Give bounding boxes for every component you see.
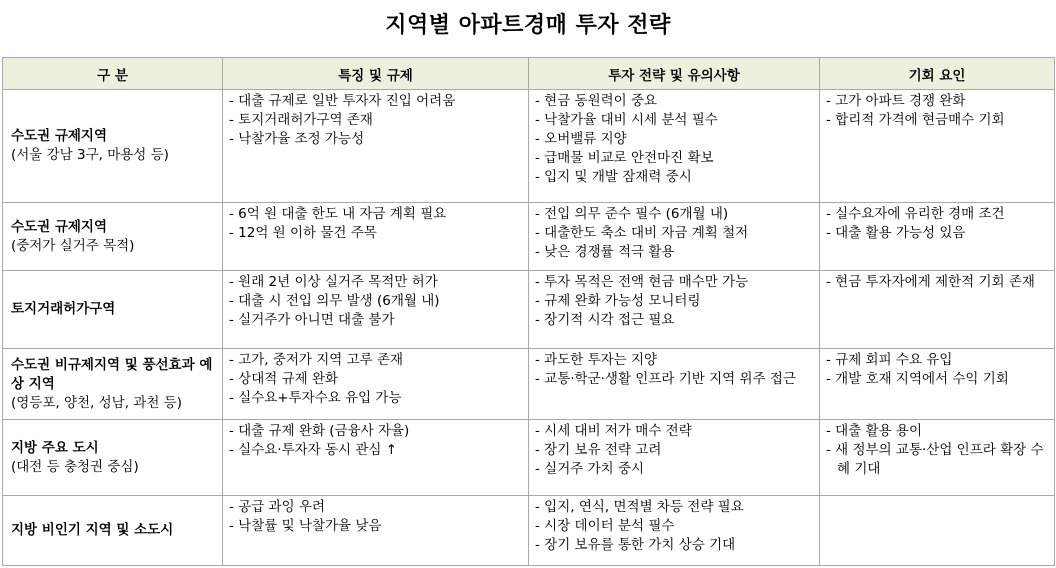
list-item: - 시세 대비 저가 매수 전략: [535, 422, 815, 441]
table-row: [3, 349, 1055, 420]
list-item: - 고가 아파트 경쟁 완화: [826, 92, 1050, 111]
list-item: - 대출 활용 가능성 있음: [826, 224, 1050, 243]
list-item: - 급매물 비교로 안전마진 확보: [535, 149, 815, 168]
list-item: - 장기 보유 전략 고려: [535, 441, 815, 460]
list-item: - 공급 과잉 우려: [229, 498, 524, 517]
list-item: - 장기적 시각 접근 필요: [535, 311, 815, 330]
strategy-table: [2, 57, 1055, 566]
list-item: - 12억 원 이하 물건 주목: [229, 224, 524, 243]
list-item: - 시장 데이터 분석 필수: [535, 517, 815, 536]
list-item: - 현금 투자자에게 제한적 기회 존재: [826, 273, 1050, 292]
list-item: - 실수요+투자수요 유입 가능: [229, 389, 524, 408]
features-cell: [223, 203, 529, 271]
category-cell: [3, 420, 223, 496]
category-title: 지방 주요 도시: [11, 439, 99, 456]
table-row: [3, 203, 1055, 271]
category-title: 지방 비인기 지역 및 소도시: [11, 522, 174, 538]
list-item: - 대출 활용 용이: [826, 422, 1050, 441]
category-title: 수도권 비규제지역 및 풍선효과 예상 지역: [11, 356, 213, 392]
category-cell: [3, 271, 223, 349]
list-item: - 실수요·투자자 동시 관심 ↑: [229, 441, 524, 460]
list-item: - 상대적 규제 완화: [229, 370, 524, 389]
table-row: [3, 90, 1055, 203]
list-item: - 토지거래허가구역 존재: [229, 111, 524, 130]
list-item: - 대출한도 축소 대비 자금 계획 철저: [535, 224, 815, 243]
list-item: - 대출 규제 완화 (금융사 자율): [229, 422, 524, 441]
list-item: - 입지 및 개발 잠재력 중시: [535, 168, 815, 187]
features-cell: [223, 349, 529, 420]
header-strategy: 투자 전략 및 유의사항: [529, 58, 820, 90]
features-cell: [223, 90, 529, 203]
category-title: 토지거래허가구역: [11, 301, 116, 317]
opportunity-cell: [820, 349, 1055, 420]
strategy-cell: [529, 349, 820, 420]
header-opportunity: 기회 요인: [820, 58, 1055, 90]
category-cell: [3, 349, 223, 420]
list-item: - 낮은 경쟁률 적극 활용: [535, 243, 815, 262]
header-features: 특징 및 규제: [223, 58, 529, 90]
opportunity-cell: [820, 203, 1055, 271]
table-row: [3, 271, 1055, 349]
opportunity-cell: [820, 90, 1055, 203]
list-item: - 오버밸류 지양: [535, 130, 815, 149]
list-item: - 과도한 투자는 지양: [535, 351, 815, 370]
category-cell: [3, 90, 223, 203]
list-item: - 합리적 가격에 현금매수 기회: [826, 111, 1050, 130]
strategy-cell: [529, 271, 820, 349]
category-subtitle: (중저가 실거주 목적): [11, 237, 135, 254]
opportunity-cell: [820, 496, 1055, 566]
features-cell: [223, 496, 529, 566]
strategy-cell: [529, 203, 820, 271]
strategy-cell: [529, 496, 820, 566]
category-title: 수도권 규제지역: [11, 128, 107, 144]
list-item: - 실수요자에 유리한 경매 조건: [826, 205, 1050, 224]
category-subtitle: (대전 등 충청권 중심): [11, 458, 139, 475]
list-item: - 낙찰가율 대비 시세 분석 필수: [535, 111, 815, 130]
strategy-cell: [529, 420, 820, 496]
list-item: - 규제 완화 가능성 모니터링: [535, 292, 815, 311]
category-subtitle: (서울 강남 3구, 마용성 등): [11, 147, 169, 163]
page-title: 지역별 아파트경매 투자 전략: [385, 13, 671, 38]
features-cell: [223, 271, 529, 349]
list-item: - 6억 원 대출 한도 내 자금 계획 필요: [229, 205, 524, 224]
list-item: - 새 정부의 교통·산업 인프라 확장 수혜 기대: [826, 441, 1050, 479]
opportunity-cell: [820, 420, 1055, 496]
list-item: - 실거주 가치 중시: [535, 460, 815, 479]
list-item: - 개발 호재 지역에서 수익 기회: [826, 370, 1050, 389]
table-row: [3, 420, 1055, 496]
list-item: - 현금 동원력이 중요: [535, 92, 815, 111]
list-item: - 장기 보유를 통한 가치 상승 기대: [535, 536, 815, 555]
header-row: [3, 58, 1055, 90]
list-item: - 교통·학군·생활 인프라 기반 지역 위주 접근: [535, 370, 815, 389]
list-item: - 낙찰가율 조정 가능성: [229, 130, 524, 149]
category-cell: [3, 496, 223, 566]
list-item: - 입지, 연식, 면적별 차등 전략 필요: [535, 498, 815, 517]
opportunity-cell: [820, 271, 1055, 349]
list-item: - 규제 회피 수요 유입: [826, 351, 1050, 370]
category-subtitle: (영등포, 양천, 성남, 과천 등): [11, 394, 182, 411]
list-item: - 고가, 중저가 지역 고루 존재: [229, 351, 524, 370]
list-item: - 대출 규제로 일반 투자자 진입 어려움: [229, 92, 524, 111]
header-category: 구 분: [3, 58, 223, 90]
list-item: - 투자 목적은 전액 현금 매수만 가능: [535, 273, 815, 292]
category-title: 수도권 규제지역: [11, 218, 107, 235]
features-cell: [223, 420, 529, 496]
list-item: - 원래 2년 이상 실거주 목적만 허가: [229, 273, 524, 292]
table-row: [3, 496, 1055, 566]
list-item: - 낙찰률 및 낙찰가율 낮음: [229, 517, 524, 536]
list-item: - 전입 의무 준수 필수 (6개월 내): [535, 205, 815, 224]
strategy-cell: [529, 90, 820, 203]
list-item: - 실거주가 아니면 대출 불가: [229, 311, 524, 330]
list-item: - 대출 시 전입 의무 발생 (6개월 내): [229, 292, 524, 311]
category-cell: [3, 203, 223, 271]
